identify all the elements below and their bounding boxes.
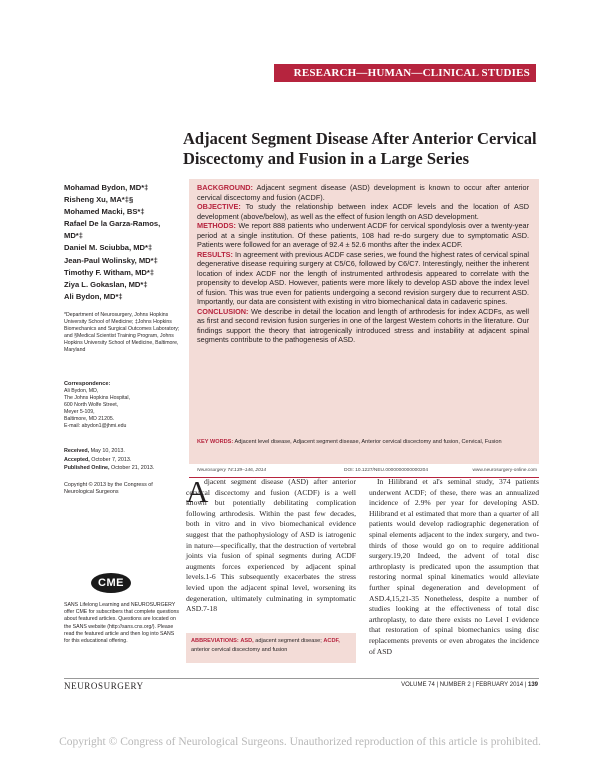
doi[interactable]: DOI: 10.1227/NEU.0000000000000204: [344, 468, 429, 473]
correspondence-line: The Johns Hopkins Hospital,: [64, 395, 131, 402]
abbreviation-definition: anterior cervical discectomy and fusion: [191, 646, 288, 653]
issue-info: [401, 682, 538, 688]
abstract-conclusion: [197, 307, 529, 345]
abbreviation-term: ASD,: [240, 638, 254, 644]
author-name: Ziya L. Gokaslan, MD*‡: [64, 279, 148, 289]
body-column-2: In Hilibrand et al's seminal study, 374 patients underwent ACDF; of these, there was an annualized incidence of 2.9% per year for developing ASD. Hilibrand et al estimated that more than a quarter of all patients would develop radiographic degeneration of spinal elements adjacent to the index surgery, and two-thirds of those would go on to require additional surgery.19,20 Indeed, the advent of total disc arthroplasty is predicated upon the assumption that restoring normal spinal kinematics would alleviate further spinal degeneration and development of ASD.4,15,21-35 Nonetheless, despite a number of studies looking at the effectiveness of total disc arthroplasty, to date there exists no Level I evidence that restoration of spinal biomechanics using disc replacements prevents or even abrogates the incidence of ASD: [369, 477, 539, 656]
correspondence-line: Ali Bydon, MD,: [64, 388, 99, 394]
objective-label: OBJECTIVE:: [197, 202, 241, 211]
results-text: In agreement with previous ACDF case series, we found the highest rates of cervical spinal degenerative disease requiring surgery at C5/C6, followed by C6/C7. Interestingly, neither the inherent location of index ACDF nor the length of instrumented arthrodesis appeared to correlate with the propensity to develop ASD. However, patients were more likely to develop ASD above the index level of fusion. This was true even for patients undergoing a second revision surgery due to recurrent ASD. Importantly, our data are consistent with existing in vitro biomechanical data in cadaveric spines.: [197, 249, 529, 306]
conclusion-text: We describe in detail the location and length of arthrodesis for index ACDFs, as well as first and second revision fusion surgeries in one of the largest Western cohorts in the literature. Our findings support the theory that iatrogenically introduced stress and instability at adjacent spinal segments contribute to the pathogenesis of ASD.: [197, 306, 529, 344]
accepted-label: Accepted,: [64, 456, 90, 463]
background-label: BACKGROUND:: [197, 183, 253, 192]
accepted-date: October 7, 2013.: [91, 456, 132, 463]
footer-divider: [64, 678, 539, 679]
abstract-methods: [197, 221, 529, 250]
cme-description: SANS Lifelong Learning and NEUROSURGERY offer CME for subscribers that complete questions about featured articles. Questions are located on the SANS website (http://sans.cns.org/). Please read the featured article and then log into SANS for this educational offering.: [64, 602, 179, 645]
page-number: 139: [527, 682, 538, 688]
author-name: Timothy F. Witham, MD*‡: [64, 267, 155, 277]
abbreviation-term: ACDF,: [323, 638, 340, 644]
abstract-objective: [197, 202, 529, 221]
abbreviations-label: ABBREVIATIONS:: [191, 638, 239, 644]
author-name: Daniel M. Sciubba, MD*‡: [64, 243, 153, 253]
affiliations: *Department of Neurosurgery, Johns Hopkins University School of Medicine; ‡Johns Hopkins Biomechanics and Surgical Outcomes Laboratory; and §Medical Scientist Training Program, Johns Hopkins University School of Medicine, Baltimore, Maryland: [64, 312, 180, 353]
results-label: RESULTS:: [197, 249, 233, 259]
author-name: Ali Bydon, MD*‡: [64, 291, 123, 301]
author-name: Mohamed Macki, BS*‡: [64, 207, 145, 217]
abstract-results: [197, 250, 529, 307]
side-copyright: Copyright © 2013 by the Congress of Neurological Surgeons: [64, 482, 153, 496]
correspondence-line: Baltimore, MD 21205.: [64, 416, 115, 423]
methods-text: We report 888 patients who underwent ACDF for cervical spondylosis over a twenty-year period at a single institution. Of these patients, 108 had re-do surgery due to symptomatic ASD. Patients were followed for an average of 92.4 ± 52.6 months after the index ACDF.: [197, 221, 529, 249]
journal-citation: Neurosurgery 74:139–146, 2014: [197, 468, 267, 473]
correspondence-line: 600 North Wolfe Street,: [64, 402, 119, 409]
journal-name: NEUROSURGERY: [64, 681, 144, 691]
correspondence-line: Meyer 5-109,: [64, 409, 95, 416]
published-date: October 21, 2013.: [111, 465, 155, 472]
published-label: Published Online,: [64, 465, 110, 472]
correspondence-email[interactable]: E-mail: abydon1@jhmi.edu: [64, 423, 127, 430]
abstract-background: [197, 183, 529, 202]
section-band: RESEARCH—HUMAN—CLINICAL STUDIES: [274, 64, 536, 82]
article-title: Adjacent Segment Disease After Anterior Cervical Discectomy and Fusion in a Large Series: [183, 129, 537, 168]
received-date: May 10, 2013.: [90, 448, 125, 454]
background-text: Adjacent segment disease (ASD) development is known to occur after anterior cervical discectomy and fusion (ACDF).: [197, 183, 530, 202]
objective-text: To study the relationship between index ACDF levels and the location of ASD development (above/below), as well as the effect of fusion length on ASD development.: [197, 202, 529, 221]
correspondence-label: Correspondence:: [64, 381, 111, 387]
copyright-watermark: Copyright © Congress of Neurological Surgeons. Unauthorized reproduction of this article is prohibited.: [59, 736, 541, 748]
keywords-label: KEY WORDS:: [197, 439, 234, 445]
author-name: MD*‡: [64, 231, 83, 241]
conclusion-label: CONCLUSION:: [197, 306, 249, 316]
drop-cap: A: [186, 474, 209, 509]
body-column-1: djacent segment disease (ASD) after anterior cervical discectomy and fusion (ACDF) is a well known but potentially debilitating complication following arthrodesis. Within the past few decades, both in vitro and in vivo biomechanical evidence suggest that the pathophysiology of ASD is iatrogenic in nature—specifically, that the destruction of vertebral joints via fusion of spinal segments during ACDF augments forces experienced by adjacent spinal levels.1-6 This subsequently exacerbates the stress levied upon the adjacent spinal level, worsening its degeneration, ultimately culminating in symptomatic ASD.7-18: [186, 477, 356, 614]
keywords-text: Adjacent level disease, Adjacent segment disease, Anterior cervical discectomy and fusion, Cervical, Fusion: [234, 439, 502, 445]
abbreviations-box: [186, 633, 356, 663]
article-dates: [64, 447, 184, 473]
issue-details: VOLUME 74 | NUMBER 2 | FEBRUARY 2014 |: [401, 682, 527, 688]
abbreviation-definition: adjacent segment disease;: [255, 638, 322, 644]
author-name: Jean-Paul Wolinsky, MD*‡: [64, 255, 158, 265]
correspondence-address: [64, 388, 180, 431]
keywords: [189, 438, 539, 447]
author-name: Mohamad Bydon, MD*‡: [64, 183, 149, 192]
methods-label: METHODS:: [197, 221, 236, 230]
received-label: Received,: [64, 448, 90, 454]
abstract-box: [189, 179, 539, 464]
journal-website[interactable]: www.neurosurgery-online.com: [472, 468, 537, 473]
author-name: Rafael De la Garza-Ramos,: [64, 219, 161, 229]
cme-logo: CME: [91, 573, 131, 593]
author-name: Risheng Xu, MA*‡§: [64, 195, 134, 205]
